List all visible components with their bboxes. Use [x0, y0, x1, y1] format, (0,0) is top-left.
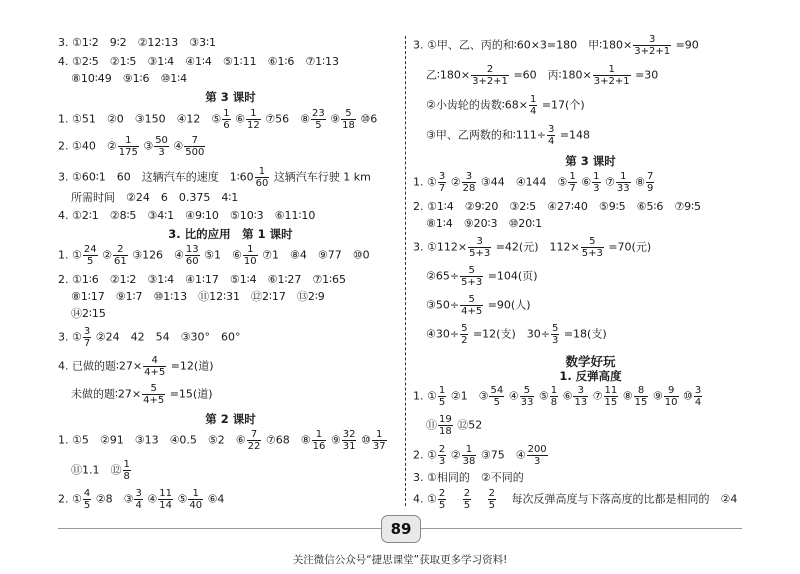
answer-text: 1. ① [413, 175, 437, 189]
fraction-denominator: 13 [574, 397, 588, 408]
answer-text: ⑤ [538, 389, 549, 403]
answer-text: =70(元) [608, 240, 652, 254]
fraction-denominator: 5 [438, 397, 446, 408]
answer-text: =15(道) [169, 387, 213, 401]
fraction-denominator: 3+2+1 [634, 46, 671, 57]
fraction-numerator: 5 [341, 108, 356, 120]
fraction [581, 236, 604, 259]
fraction [616, 171, 631, 194]
answer-text: ⑦1 ⑧4 ⑨77 ⑩0 [262, 248, 370, 262]
answer-text: ⑦56 ⑧ [265, 112, 311, 126]
fraction [83, 244, 98, 267]
answer-text: 未做的题∶27× [71, 387, 142, 401]
fraction-denominator: 4+5 [144, 367, 166, 378]
fraction [83, 326, 91, 349]
fraction [634, 385, 649, 408]
fraction [568, 171, 576, 194]
fraction [489, 385, 504, 408]
section-heading: 数学好玩 [565, 354, 616, 369]
answer-line [58, 244, 370, 267]
answer-text: ④ [147, 492, 158, 506]
fraction-denominator: 6 [223, 120, 230, 131]
answer-text: ③44 ④144 ⑤ [480, 175, 568, 189]
answer-line [413, 34, 699, 57]
fraction-numerator: 200 [527, 444, 547, 455]
answer-line: 2. ①1∶4 ②9∶20 ③2∶5 ④27∶40 ⑤9∶5 ⑥5∶6 ⑦9∶5 [413, 200, 702, 213]
answer-text: 1. ①51 ②0 ③150 ④12 ⑤ [58, 112, 222, 126]
fraction [463, 488, 471, 511]
section-heading: 第 2 课时 [205, 412, 256, 426]
answer-line [426, 265, 537, 288]
fraction-numerator: 1 [223, 108, 230, 119]
fraction-numerator: 5 [460, 294, 483, 306]
answer-text: 3. ①112× [413, 240, 468, 254]
fraction-numerator: 9 [664, 385, 679, 397]
answer-text: 1. ①5 ②91 ③13 ④0.5 ⑤2 ⑥ [58, 433, 246, 447]
answer-text: =30 [635, 68, 659, 82]
fraction-numerator: 1 [372, 429, 387, 441]
fraction-denominator: 7 [83, 338, 91, 349]
fraction-numerator: 3 [135, 488, 142, 499]
answer-line: 3. ①1∶2 9∶2 ②12∶13 ③3∶1 [58, 36, 217, 49]
section-heading: 3. 比的应用 第 1 课时 [168, 227, 293, 241]
fraction [529, 94, 537, 117]
fraction-denominator: 3 [551, 335, 559, 346]
answer-text: =12(支) 30÷ [472, 327, 550, 341]
fraction [312, 429, 327, 452]
answer-text: ⑧ [622, 389, 633, 403]
fraction [372, 429, 387, 452]
fraction-numerator: 1 [616, 171, 631, 183]
answer-line: 2. ①1∶6 ②1∶2 ③1∶4 ④1∶17 ⑤1∶4 ⑥1∶27 ⑦1∶65 [58, 273, 347, 286]
fraction-denominator: 175 [118, 147, 138, 158]
fraction-denominator: 4 [135, 500, 142, 511]
fraction-numerator: 24 [83, 244, 97, 255]
answer-text: ②65÷ [426, 269, 460, 283]
fraction [134, 488, 142, 511]
answer-line: 4. ①2∶1 ②8∶5 ③4∶1 ④9∶10 ⑤10∶3 ⑥11∶10 [58, 209, 316, 222]
fraction-numerator: 3 [573, 385, 588, 397]
fraction [438, 385, 446, 408]
answer-text: ②小齿轮的齿数∶68× [426, 98, 528, 112]
fraction [438, 488, 446, 511]
fraction-numerator: 5 [461, 323, 468, 334]
fraction [247, 429, 262, 452]
fraction-numerator: 4 [143, 355, 166, 367]
fraction [438, 171, 446, 194]
fraction-numerator: 1 [255, 166, 270, 178]
fraction-numerator: 7 [247, 429, 262, 441]
fraction-denominator: 61 [113, 256, 127, 267]
fraction-denominator: 12 [247, 120, 260, 131]
answer-text: ②8 ③ [95, 492, 134, 506]
answer-line [413, 444, 549, 467]
answer-text: ⑪ [426, 418, 437, 432]
answer-text: ⑧ [635, 175, 646, 189]
answer-line [426, 323, 607, 346]
fraction [462, 444, 477, 467]
fraction-denominator: 3 [438, 456, 446, 467]
answer-text: ⑥ [562, 389, 573, 403]
fraction [460, 265, 483, 288]
fraction [154, 135, 169, 158]
fraction-denominator: 40 [189, 500, 203, 511]
answer-text: ⑨ [330, 112, 341, 126]
fraction-numerator: 32 [342, 429, 356, 440]
answer-text: ⑥ [235, 112, 246, 126]
fraction [342, 429, 357, 452]
answer-text: =104(页) [487, 269, 538, 283]
fraction-numerator: 1 [438, 385, 446, 396]
fraction-numerator: 1 [569, 171, 576, 182]
fraction [593, 64, 631, 87]
fraction-numerator: 5 [142, 383, 165, 395]
fraction-numerator: 5 [460, 265, 483, 277]
fraction [243, 244, 258, 267]
answer-text: ② [450, 448, 461, 462]
answer-line [58, 166, 371, 189]
answer-text: ⑤ [177, 492, 188, 506]
fraction-denominator: 5 [493, 397, 501, 408]
answer-text: 每次反弹高度与下落高度的比都是相同的 ②4 [511, 492, 738, 506]
fraction-numerator: 2 [438, 488, 446, 499]
fraction [143, 355, 166, 378]
fraction-numerator: 2 [471, 64, 509, 76]
fraction-numerator: 7 [184, 135, 205, 147]
answer-line [413, 236, 651, 259]
fraction [185, 244, 200, 267]
fraction-denominator: 60 [185, 256, 199, 267]
fraction-denominator: 22 [247, 441, 261, 452]
answer-text: ②1 ③ [450, 389, 489, 403]
fraction-numerator: 1 [123, 459, 130, 470]
fraction-denominator: 9 [647, 183, 654, 194]
answer-text: ⑨ [652, 389, 663, 403]
fraction [311, 108, 326, 131]
fraction-numerator: 3 [83, 326, 91, 337]
fraction-numerator: 3 [633, 34, 671, 46]
fraction-denominator: 16 [312, 441, 326, 452]
fraction-denominator: 18 [439, 426, 452, 437]
fraction-numerator: 11 [159, 488, 172, 499]
fraction [188, 488, 203, 511]
fraction-numerator: 5 [520, 385, 535, 397]
answer-text: ④ [173, 139, 184, 153]
fraction-numerator: 2 [113, 244, 128, 256]
section-heading: 第 3 课时 [565, 154, 616, 168]
answer-line [58, 108, 377, 131]
fraction-numerator: 23 [312, 108, 325, 119]
answer-text: ⑩ [360, 433, 371, 447]
fraction-denominator: 3+2+1 [472, 76, 508, 87]
fraction [550, 385, 558, 408]
answer-text: ③126 ④ [132, 248, 184, 262]
fraction-numerator: 5 [581, 236, 604, 248]
fraction-numerator: 54 [490, 385, 504, 396]
fraction-numerator: 1 [593, 171, 600, 182]
answer-text: ⑥4 [207, 492, 225, 506]
fraction-denominator: 3 [158, 147, 165, 158]
fraction-denominator: 5 [438, 500, 446, 511]
fraction [118, 135, 139, 158]
answer-text: 2. ①40 ② [58, 139, 117, 153]
fraction-denominator: 8 [550, 397, 558, 408]
fraction-denominator: 38 [462, 456, 476, 467]
answer-text: =42(元) 112× [495, 240, 580, 254]
fraction [646, 171, 654, 194]
fraction-numerator: 3 [694, 385, 702, 396]
answer-line: 3. ①相同的 ②不同的 [413, 471, 524, 484]
answer-text: 2. ① [58, 492, 82, 506]
fraction-numerator: 1 [246, 108, 261, 120]
fraction [438, 444, 446, 467]
fraction [547, 124, 555, 147]
answer-text: =18(支) [563, 327, 607, 341]
answer-line [426, 294, 530, 317]
fraction-denominator: 31 [342, 441, 356, 452]
fraction-denominator: 18 [342, 120, 355, 131]
fraction [471, 64, 509, 87]
fraction-numerator: 7 [647, 171, 654, 182]
fraction-numerator: 2 [488, 488, 495, 499]
fraction-denominator: 4 [547, 136, 555, 147]
fraction-denominator: 33 [520, 397, 534, 408]
fraction [462, 171, 477, 194]
answer-text: =90 [675, 38, 699, 52]
fraction-denominator: 4 [529, 106, 537, 117]
fraction-numerator: 3 [438, 171, 446, 182]
fraction [123, 459, 131, 482]
answer-text: =90(人) [487, 298, 531, 312]
fraction-denominator: 8 [123, 471, 130, 482]
fraction [113, 244, 128, 267]
fraction-denominator: 5 [315, 120, 322, 131]
answer-line [413, 385, 703, 408]
answer-text: ⑩ [683, 389, 693, 403]
answer-text: ③甲、乙两数的和∶111÷ [426, 128, 546, 142]
fraction-numerator: 2 [463, 488, 471, 499]
fraction [460, 323, 468, 346]
fraction-numerator: 8 [634, 385, 649, 397]
answer-line [426, 124, 590, 147]
answer-text: ③50÷ [426, 298, 460, 312]
section-heading: 1. 反弹高度 [559, 369, 622, 383]
fraction-denominator: 7 [438, 183, 446, 194]
answer-text: ②24 42 54 ③30° 60° [95, 330, 241, 344]
answer-text: 4. 已做的题∶27× [58, 359, 143, 373]
answer-line [58, 326, 240, 349]
fraction [184, 135, 205, 158]
fraction-denominator: 15 [634, 397, 648, 408]
fraction-denominator: 4+5 [143, 395, 165, 406]
fraction-denominator: 3 [533, 456, 541, 467]
fraction-numerator: 1 [593, 64, 631, 76]
fraction [592, 171, 600, 194]
fraction [460, 294, 483, 317]
fraction-numerator: 11 [604, 385, 618, 396]
answer-text: =12(道) [170, 359, 214, 373]
fraction-denominator: 14 [159, 500, 172, 511]
fraction-numerator: 1 [118, 135, 139, 147]
fraction-numerator: 1 [462, 444, 477, 456]
fraction [604, 385, 619, 408]
fraction-denominator: 5+3 [581, 248, 603, 259]
fraction-numerator: 3 [468, 236, 491, 248]
answer-text: ④30÷ [426, 327, 460, 341]
answer-text: ⑪1.1 ⑫ [71, 463, 122, 477]
fraction-denominator: 3 [593, 183, 600, 194]
fraction-denominator: 60 [255, 178, 269, 189]
fraction-denominator: 28 [462, 183, 476, 194]
answer-text: ② [450, 175, 461, 189]
answer-text: ④ [508, 389, 519, 403]
fraction-denominator: 15 [604, 397, 618, 408]
answer-line: 4. ①2∶5 ②1∶5 ③1∶4 ④1∶4 ⑤1∶11 ⑥1∶6 ⑦1∶13 [58, 55, 340, 68]
fraction-numerator: 1 [188, 488, 203, 500]
fraction [527, 444, 548, 467]
fraction-denominator: 37 [372, 441, 386, 452]
fraction-denominator: 3+2+1 [593, 76, 630, 87]
answer-line: ⑧1∶17 ⑨1∶7 ⑩1∶13 ⑪12∶31 ⑫2∶17 ⑬2∶9 [71, 290, 325, 303]
answer-text: =17(个) [541, 98, 585, 112]
fraction-numerator: 1 [243, 244, 258, 256]
fraction-denominator: 10 [664, 397, 678, 408]
answer-text: 1. ① [413, 389, 437, 403]
answer-text: =60 丙∶180× [513, 68, 592, 82]
fraction [488, 488, 496, 511]
fraction-numerator: 1 [550, 385, 558, 396]
fraction-numerator: 13 [185, 244, 199, 255]
fraction-numerator: 50 [155, 135, 168, 146]
fraction-denominator: 5 [463, 500, 471, 511]
fraction-numerator: 19 [439, 414, 452, 425]
fraction [255, 166, 270, 189]
fraction-denominator: 4 [694, 397, 702, 408]
column-divider [405, 36, 406, 506]
footer-promo: 关注微信公众号“捷思课堂”获取更多学习资料! [292, 554, 508, 566]
fraction [83, 488, 91, 511]
section-heading: 第 3 课时 [205, 90, 256, 104]
fraction-denominator: 4+5 [461, 306, 483, 317]
fraction [694, 385, 702, 408]
page-number: 89 [381, 515, 421, 543]
answer-text: 1. ① [58, 248, 82, 262]
answer-line [71, 459, 132, 482]
fraction [664, 385, 679, 408]
answer-text: ⑤1 ⑥ [204, 248, 242, 262]
answer-text: 3. ① [58, 330, 82, 344]
fraction-denominator: 5 [488, 500, 495, 511]
answer-text: ② [102, 248, 112, 262]
fraction [468, 236, 491, 259]
answer-text: ⑫52 [457, 418, 483, 432]
answer-text: 这辆汽车行驶 1 km [273, 170, 371, 184]
answer-line [58, 488, 224, 511]
answer-line [413, 488, 737, 511]
answer-text: ⑦ [592, 389, 603, 403]
answer-text: ③ [143, 139, 154, 153]
fraction [341, 108, 356, 131]
answer-line: 所需时间 ②24 6 0.375 4∶1 [71, 191, 239, 204]
answer-text: ⑦ [605, 175, 615, 189]
fraction-numerator: 3 [547, 124, 555, 135]
answer-line [426, 414, 482, 437]
fraction-denominator: 5+3 [469, 248, 491, 259]
answer-text: 乙∶180× [426, 68, 471, 82]
answer-line [413, 171, 655, 194]
fraction [246, 108, 261, 131]
fraction-numerator: 4 [83, 488, 91, 499]
answer-line [426, 64, 658, 87]
fraction-denominator: 5 [87, 256, 94, 267]
fraction-numerator: 3 [462, 171, 477, 183]
fraction-denominator: 33 [616, 183, 630, 194]
answer-line: ⑧1∶4 ⑨20∶3 ⑩20∶1 [426, 217, 543, 230]
answer-line: ⑭2∶15 [71, 307, 106, 320]
fraction [158, 488, 173, 511]
fraction [438, 414, 453, 437]
fraction [551, 323, 559, 346]
answer-text: 3. ①甲、乙、丙的和∶60×3=180 甲∶180× [413, 38, 633, 52]
fraction [142, 383, 165, 406]
fraction-numerator: 1 [312, 429, 327, 441]
fraction [573, 385, 588, 408]
fraction-denominator: 5+3 [461, 277, 483, 288]
fraction-numerator: 5 [551, 323, 559, 334]
answer-text: 2. ① [413, 448, 437, 462]
fraction [633, 34, 671, 57]
answer-text: 4. ① [413, 492, 437, 506]
answer-text: ③75 ④ [480, 448, 526, 462]
fraction-denominator: 5 [83, 500, 91, 511]
fraction-numerator: 1 [529, 94, 537, 105]
fraction [222, 108, 230, 131]
answer-line [58, 429, 388, 452]
answer-text: ⑦68 ⑧ [265, 433, 311, 447]
answer-text: ⑨ [330, 433, 341, 447]
answer-text: ⑥ [581, 175, 592, 189]
answer-text: 3. ①60∶1 60 这辆汽车的速度 1∶60 [58, 170, 254, 184]
fraction [520, 385, 535, 408]
fraction-numerator: 2 [438, 444, 446, 455]
fraction-denominator: 500 [185, 147, 205, 158]
answer-line [58, 135, 206, 158]
answer-line [71, 383, 212, 406]
answer-text: ⑩6 [360, 112, 378, 126]
answer-line [426, 94, 585, 117]
fraction-denominator: 10 [243, 256, 257, 267]
fraction-denominator: 2 [461, 335, 468, 346]
answer-text: =148 [559, 128, 591, 142]
answer-line: ⑧10∶49 ⑨1∶6 ⑩1∶4 [71, 72, 188, 85]
answer-line [58, 355, 213, 378]
fraction-denominator: 7 [569, 183, 576, 194]
